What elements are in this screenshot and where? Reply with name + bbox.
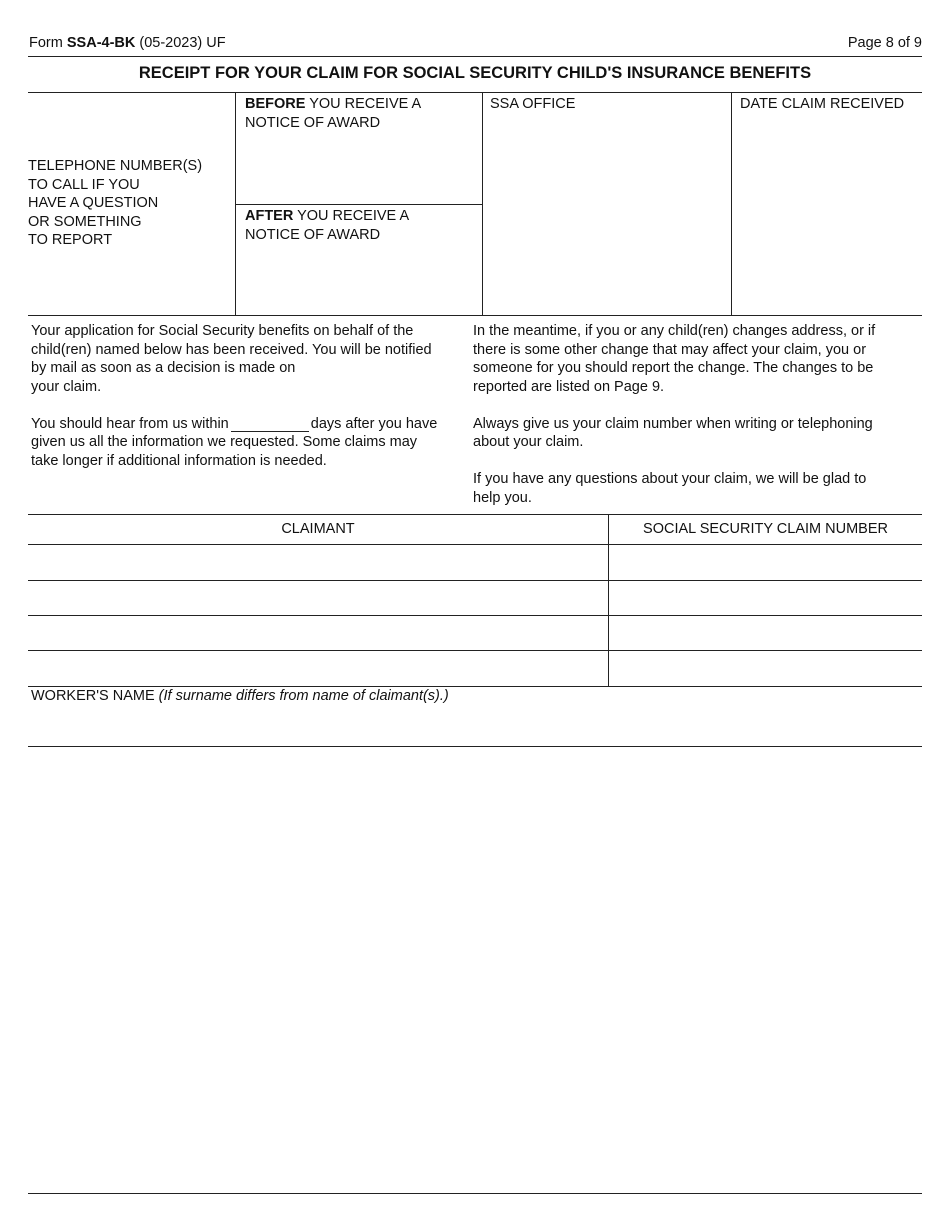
claimant-column-header: CLAIMANT [281,521,355,537]
contact-box-top-rule [28,92,922,93]
days-text-end: days after you have [310,415,438,432]
after-bold: AFTER [245,208,294,224]
workers-name-label [31,687,449,706]
telephone-label-line: TO CALL IF YOU [28,176,140,193]
footer-rule [28,1193,922,1194]
form-identifier [29,34,226,53]
claim-number-input-row-3[interactable] [610,617,921,649]
workers-name-note: (If surname differs from name of claimant(s).) [158,688,449,704]
body-right-text [473,322,922,507]
table-header-rule [28,544,922,545]
body-left-line: Your application for Social Security benefits on behalf of the [31,323,414,339]
after-line2: NOTICE OF AWARD [245,226,381,243]
claimant-input-row-3[interactable] [29,617,607,649]
response-days-input[interactable] [231,415,309,432]
workers-name-input[interactable] [29,710,921,744]
date-claim-received-input[interactable] [735,118,921,310]
body-left-line: take longer if additional information is needed. [31,452,327,469]
date-claim-received-label: DATE CLAIM RECEIVED [740,96,905,112]
body-right-line: there is some other change that may affect your claim, you or [473,341,867,358]
after-award-phone-input[interactable] [240,250,478,310]
body-left-line: given us all the information we requested. Some claims may [31,434,418,450]
form-id: SSA-4-BK [66,35,136,51]
body-right-line: Always give us your claim number when writing or telephoning [473,415,873,432]
claimant-input-row-1[interactable] [29,546,607,579]
table-row-rule [28,580,922,581]
body-right-line: about your claim. [473,434,584,450]
telephone-label-line: TO REPORT [28,232,113,248]
body-right-line: reported are listed on Page 9. [473,378,665,395]
before-award-phone-input[interactable] [240,140,478,200]
claim-number-input-row-2[interactable] [610,582,921,614]
workers-name-label-text: WORKER'S NAME [31,688,155,704]
telephone-label [28,157,233,250]
body-left-text [31,322,466,470]
before-award-label [245,95,480,132]
form-prefix: Form [29,35,63,51]
telephone-label-line: OR SOMETHING [28,213,142,230]
workers-name-rule [28,746,922,747]
body-left-line: your claim. [31,378,102,395]
body-right-line: someone for you should report the change. The changes to be [473,360,874,376]
telephone-label-line: HAVE A QUESTION [28,195,159,211]
body-right-line: help you. [473,489,532,506]
before-bold: BEFORE [245,96,306,112]
claim-number-input-row-1[interactable] [610,546,921,579]
body-left-line: by mail as soon as a decision is made on [31,360,296,376]
body-right-line: In the meantime, if you or any child(ren) changes address, or if [473,323,876,339]
table-column-divider [608,514,609,686]
page-number: Page 8 of 9 [847,35,922,51]
claim-number-input-row-4[interactable] [610,652,921,685]
telephone-label-line: TELEPHONE NUMBER(S) [28,158,203,174]
before-line2: NOTICE OF AWARD [245,114,381,131]
claimant-input-row-2[interactable] [29,582,607,614]
days-text-start: You should hear from us within [31,415,229,432]
contact-divider-3 [731,92,732,315]
claim-number-column-header: SOCIAL SECURITY CLAIM NUMBER [643,521,888,537]
table-top-rule [28,514,922,515]
before-after-divider [235,204,482,205]
claimant-input-row-4[interactable] [29,652,607,685]
page-title: RECEIPT FOR YOUR CLAIM FOR SOCIAL SECURITY CHILD'S INSURANCE BENEFITS [138,64,812,82]
ssa-office-label: SSA OFFICE [490,96,576,112]
header-rule [28,56,922,57]
table-row-rule [28,650,922,651]
contact-box-bottom-rule [28,315,922,316]
before-rest: YOU RECEIVE A [305,96,422,112]
body-left-line: child(ren) named below has been received. You will be notified [31,341,432,358]
form-edition: (05-2023) UF [139,35,226,51]
after-rest: YOU RECEIVE A [293,208,410,224]
contact-divider-2 [482,92,483,315]
ssa-office-input[interactable] [486,118,728,310]
after-award-label [245,207,480,244]
table-row-rule [28,615,922,616]
body-right-line: If you have any questions about your claim, we will be glad to [473,471,867,487]
